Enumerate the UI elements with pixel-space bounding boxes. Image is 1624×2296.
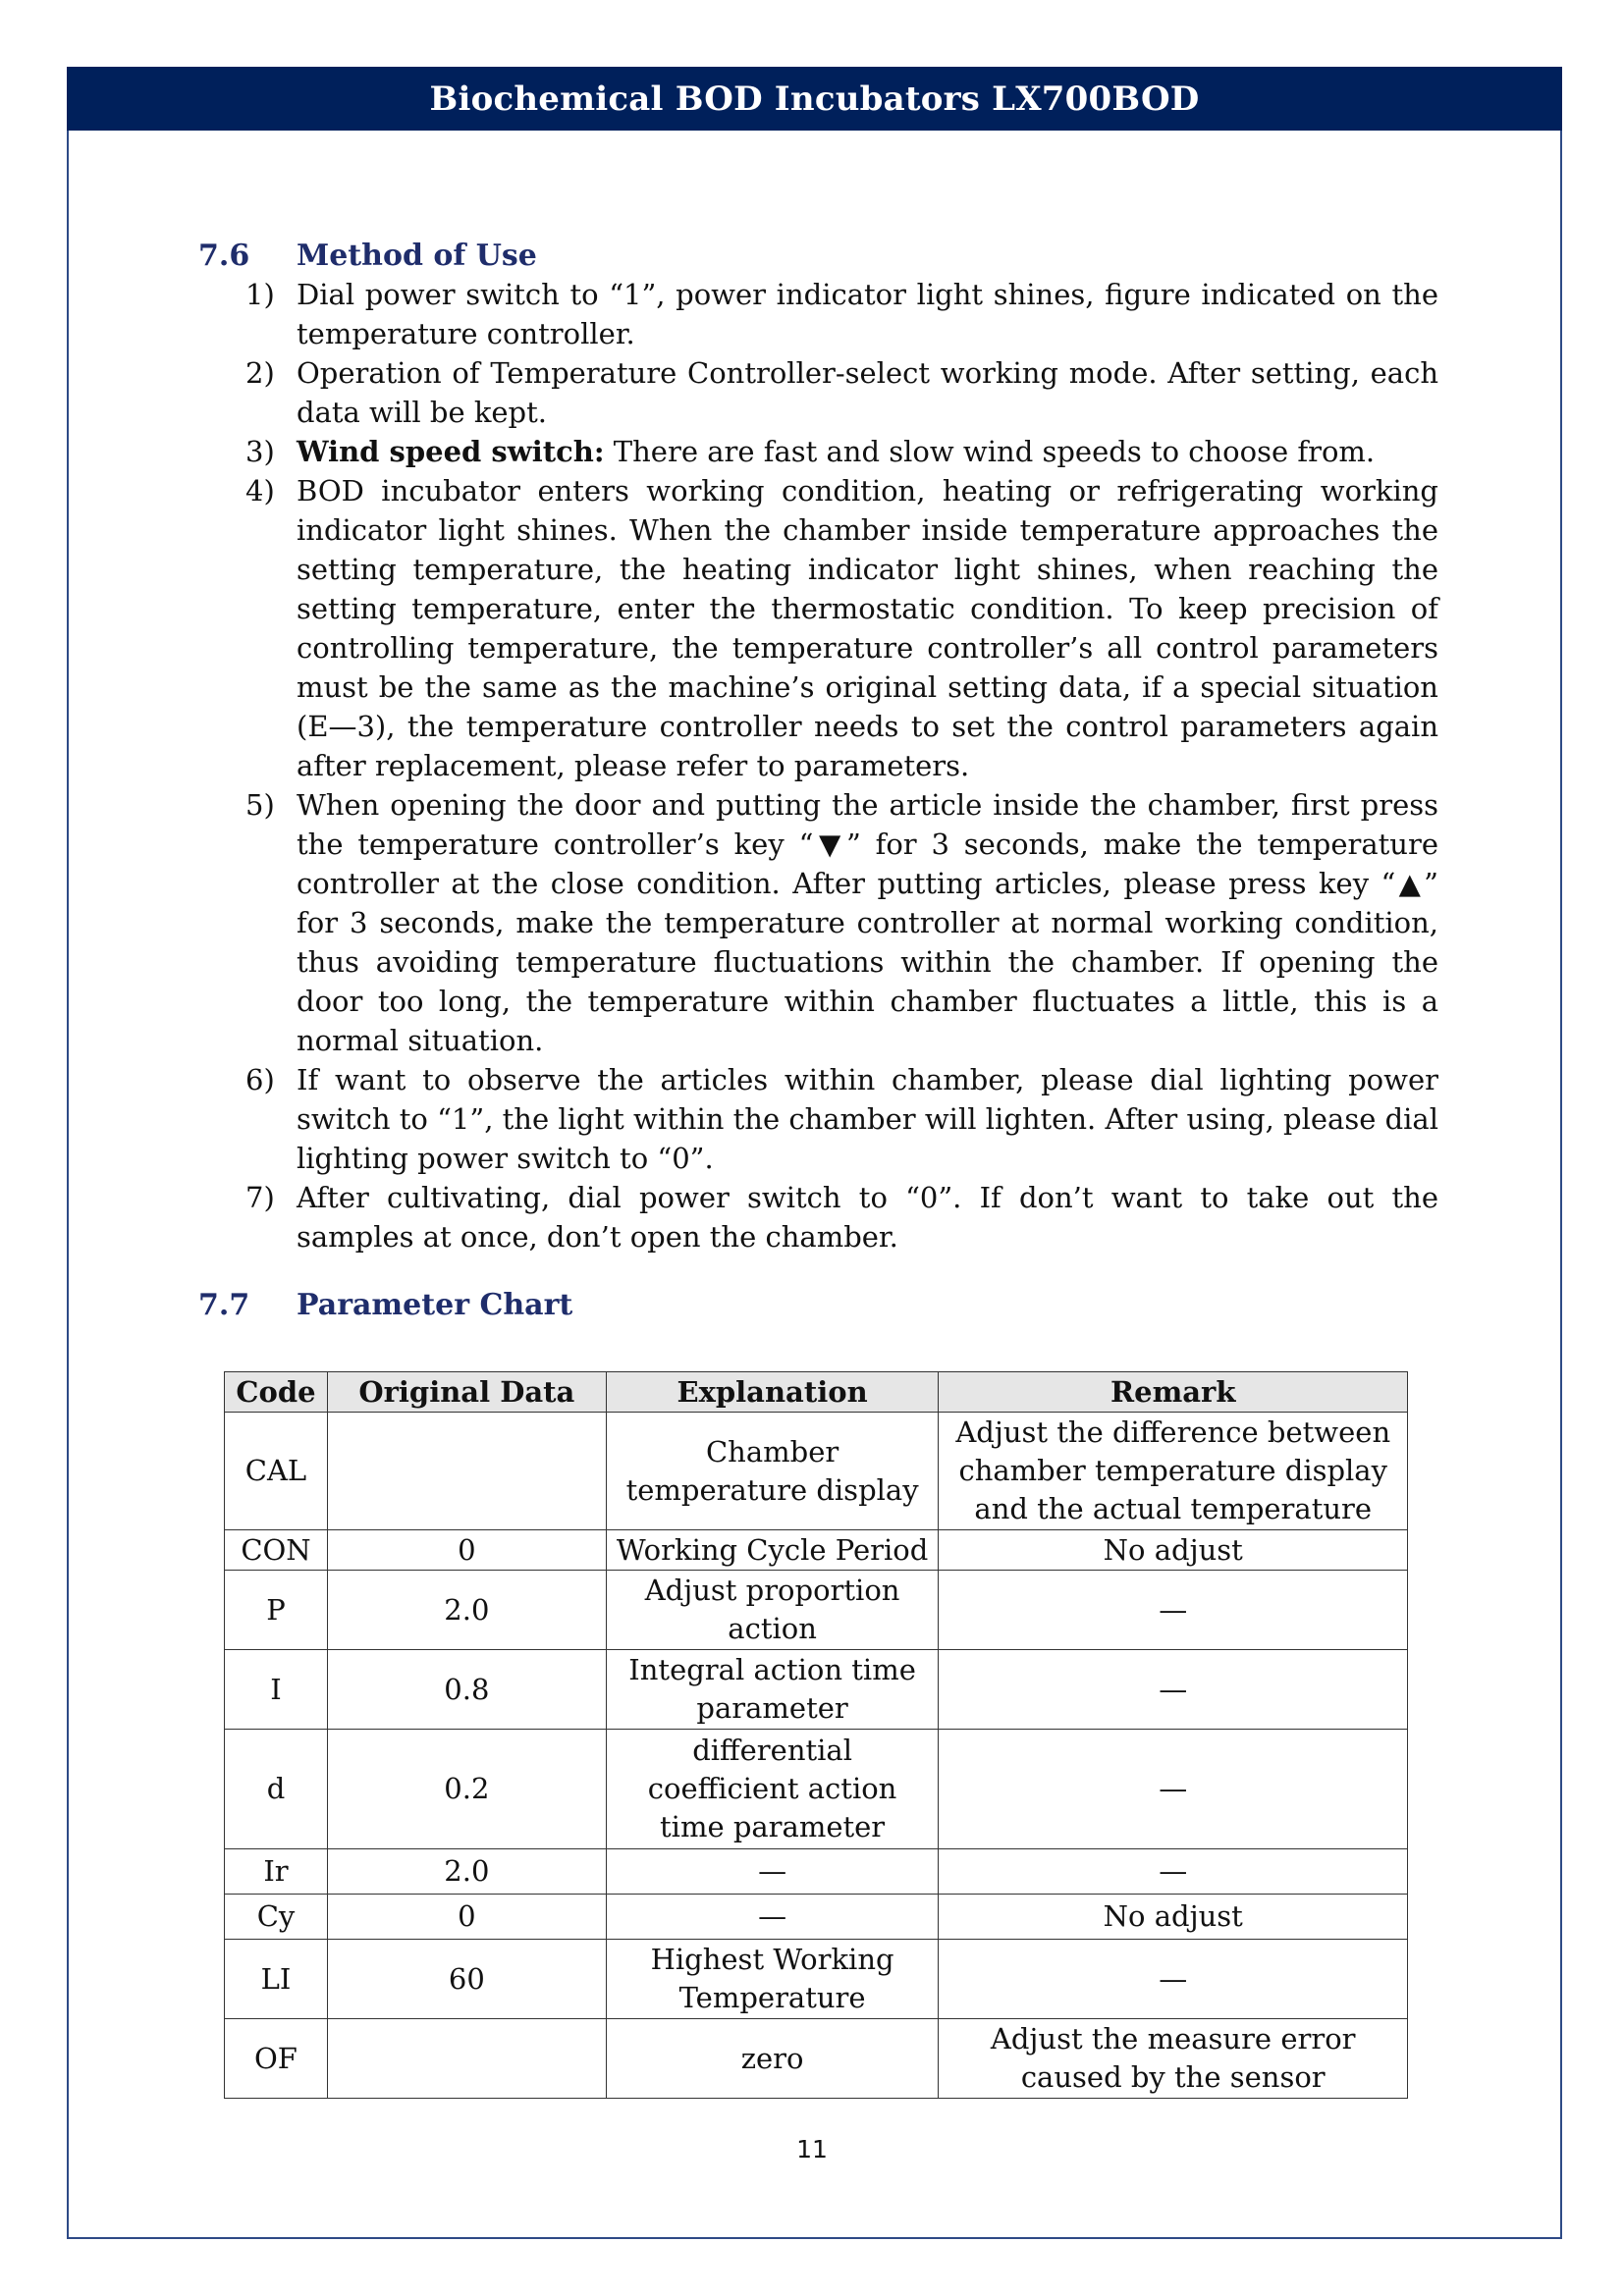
method-of-use-list (245, 275, 1438, 1256)
item-text: Operation of Temperature Controller-select working mode. After setting, each data will be kept. (297, 356, 1438, 429)
item-text: After cultivating, dial power switch to “0”. If don’t want to take out the samples at once, don’t open the chamber. (297, 1181, 1438, 1254)
table-row (225, 1413, 1408, 1530)
cell-remark: Adjust the difference between chamber temperature display and the actual temperature (939, 1413, 1408, 1530)
cell-original-data: 2.0 (327, 1571, 606, 1650)
table-row (225, 1895, 1408, 1940)
table-row (225, 1650, 1408, 1730)
cell-explanation: Highest Working Temperature (606, 1940, 939, 2019)
header-title: Biochemical BOD Incubators LX700BOD (429, 79, 1200, 119)
item-number: 3) (245, 435, 275, 468)
cell-remark: No adjust (939, 1895, 1408, 1940)
cell-code: Cy (225, 1895, 328, 1940)
item-text: Dial power switch to “1”, power indicator light shines, figure indicated on the temperature controller. (297, 278, 1438, 350)
cell-explanation: Working Cycle Period (606, 1530, 939, 1571)
table-row (225, 2019, 1408, 2099)
cell-explanation: — (606, 1849, 939, 1895)
cell-original-data: 60 (327, 1940, 606, 2019)
cell-remark: — (939, 1940, 1408, 2019)
page-number: 11 (796, 2135, 828, 2163)
table-row (225, 1530, 1408, 1571)
cell-explanation: Chamber temperature display (606, 1413, 939, 1530)
list-item (245, 785, 1438, 1060)
section-number: 7.7 (198, 1288, 250, 1322)
column-header-explanation: Explanation (606, 1372, 939, 1413)
item-text: When opening the door and putting the article inside the chamber, first press the temperature controller’s key “▼” for 3 seconds, make the temperature controller at the close condition. After putting articles, please press key “▲” for 3 seconds, make the temperature controller at normal working condition, thus avoiding temperature fluctuations within the chamber. If opening the door too long, the temperature within chamber fluctuates a little, this is a normal situation. (297, 788, 1438, 1057)
cell-original-data: 0.8 (327, 1650, 606, 1730)
cell-explanation: Integral action time parameter (606, 1650, 939, 1730)
cell-explanation: zero (606, 2019, 939, 2099)
table-row (225, 1849, 1408, 1895)
cell-original-data: 2.0 (327, 1849, 606, 1895)
column-header-original-data: Original Data (327, 1372, 606, 1413)
item-text: There are fast and slow wind speeds to choose from. (604, 435, 1376, 468)
cell-remark: — (939, 1650, 1408, 1730)
item-number: 6) (245, 1063, 275, 1096)
table-header-row (225, 1372, 1408, 1413)
parameter-table (224, 1371, 1408, 2099)
table-row (225, 1571, 1408, 1650)
list-item (245, 471, 1438, 785)
section-heading-parameter-chart (198, 1288, 572, 1322)
list-item (245, 432, 1438, 471)
cell-explanation: differential coefficient action time parameter (606, 1730, 939, 1849)
cell-remark: — (939, 1849, 1408, 1895)
section-heading-method-of-use (198, 239, 537, 273)
list-item (245, 353, 1438, 432)
item-bold-label: Wind speed switch: (297, 435, 605, 468)
section-title: Parameter Chart (297, 1288, 573, 1322)
list-item (245, 1178, 1438, 1256)
cell-remark: — (939, 1730, 1408, 1849)
item-number: 4) (245, 474, 275, 507)
item-number: 1) (245, 278, 275, 311)
cell-remark: — (939, 1571, 1408, 1650)
column-header-remark: Remark (939, 1372, 1408, 1413)
cell-original-data: 0 (327, 1895, 606, 1940)
section-title: Method of Use (297, 239, 537, 273)
cell-original-data (327, 1413, 606, 1530)
list-item (245, 1060, 1438, 1178)
table-row (225, 1940, 1408, 2019)
item-text: If want to observe the articles within chamber, please dial lighting power switch to “1”, the light within the chamber will lighten. After using, please dial lighting power switch to “0”. (297, 1063, 1438, 1175)
cell-remark: Adjust the measure error caused by the sensor (939, 2019, 1408, 2099)
cell-original-data (327, 2019, 606, 2099)
item-text: BOD incubator enters working condition, heating or refrigerating working indicator light shines. When the chamber inside temperature approaches the setting temperature, the heating indicator light shines, when reaching the setting temperature, enter the thermostatic condition. To keep precision of controlling temperature, the temperature controller’s all control parameters must be the same as the machine’s original setting data, if a special situation (E—3), the temperature controller needs to set the control parameters again after replacement, please refer to parameters. (297, 474, 1438, 782)
cell-original-data: 0 (327, 1530, 606, 1571)
cell-code: LI (225, 1940, 328, 2019)
cell-code: I (225, 1650, 328, 1730)
column-header-code: Code (225, 1372, 328, 1413)
cell-code: CAL (225, 1413, 328, 1530)
cell-explanation: — (606, 1895, 939, 1940)
cell-code: P (225, 1571, 328, 1650)
cell-explanation: Adjust proportion action (606, 1571, 939, 1650)
item-number: 7) (245, 1181, 275, 1214)
section-number: 7.6 (198, 239, 250, 273)
cell-remark: No adjust (939, 1530, 1408, 1571)
cell-code: CON (225, 1530, 328, 1571)
cell-code: OF (225, 2019, 328, 2099)
cell-code: d (225, 1730, 328, 1849)
item-number: 5) (245, 788, 275, 822)
list-item (245, 275, 1438, 353)
cell-original-data: 0.2 (327, 1730, 606, 1849)
document-header (67, 67, 1562, 131)
cell-code: Ir (225, 1849, 328, 1895)
item-number: 2) (245, 356, 275, 390)
table-row (225, 1730, 1408, 1849)
